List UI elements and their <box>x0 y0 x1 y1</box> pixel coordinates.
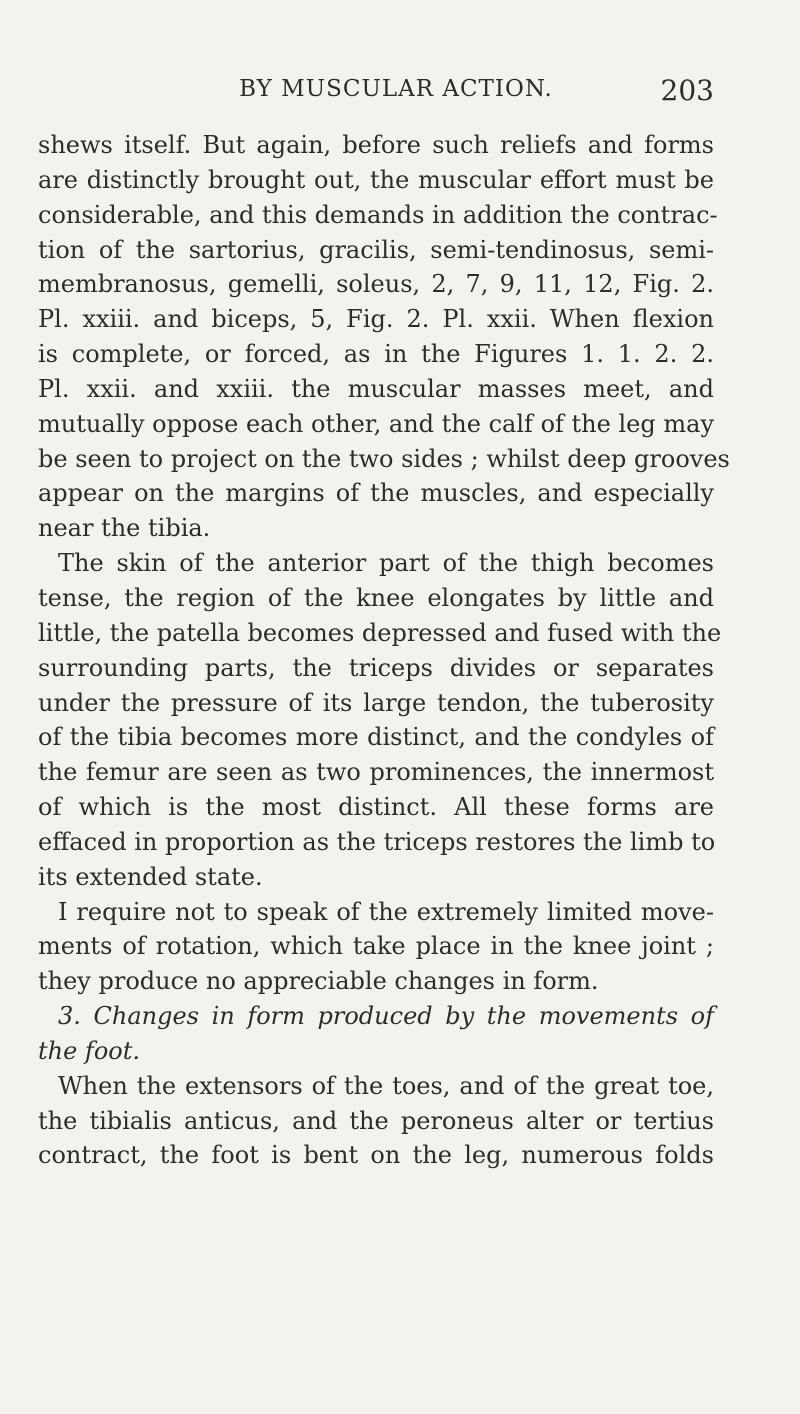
text-line: appear on the margins of the muscles, and especially <box>38 479 714 508</box>
text-line: are distinctly brought out, the muscular effort must be <box>38 165 714 194</box>
text-line: ments of rotation, which take place in the knee joint ; <box>38 932 714 961</box>
body-text <box>38 128 730 1173</box>
section-heading: the foot. <box>38 1036 140 1065</box>
text-line: mutually oppose each other, and the calf of the leg may <box>38 409 714 438</box>
running-head <box>38 76 714 112</box>
text-line: considerable, and this demands in addition the contrac- <box>38 200 718 229</box>
text-line: of which is the most distinct. All these forms are <box>38 793 714 822</box>
text-line: When the extensors of the toes, and of the great toe, <box>58 1071 714 1100</box>
text-line: surrounding parts, the triceps divides or separates <box>38 653 714 682</box>
text-line: its extended state. <box>38 862 263 891</box>
text-line: tense, the region of the knee elongates by little and <box>38 583 714 612</box>
page-number: 203 <box>660 74 714 107</box>
text-line: near the tibia. <box>38 514 211 543</box>
text-line: effaced in proportion as the triceps restores the limb to <box>38 827 716 856</box>
text-line: I require not to speak of the extremely limited move- <box>58 897 714 926</box>
text-line: Pl. xxii. and xxiii. the muscular masses meet, and <box>38 374 714 403</box>
text-line: little, the patella becomes depressed and fused with the <box>38 618 722 647</box>
text-line: of the tibia becomes more distinct, and the condyles of <box>38 723 714 752</box>
text-line: under the pressure of its large tendon, the tuberosity <box>38 688 714 717</box>
running-title: BY MUSCULAR ACTION. <box>239 76 553 102</box>
text-line: shews itself. But again, before such reliefs and forms <box>38 131 714 159</box>
text-line: the tibialis anticus, and the peroneus alter or tertius <box>38 1106 714 1135</box>
text-line: is complete, or forced, as in the Figures 1. 1. 2. 2. <box>38 340 714 369</box>
text-line: contract, the foot is bent on the leg, numerous folds <box>38 1141 714 1170</box>
text-line: they produce no appreciable changes in form. <box>38 967 599 996</box>
text-line: tion of the sartorius, gracilis, semi-tendinosus, semi- <box>38 235 714 264</box>
text-line: Pl. xxiii. and biceps, 5, Fig. 2. Pl. xxii. When flexion <box>38 305 714 334</box>
text-line: be seen to project on the two sides ; whilst deep grooves <box>38 444 730 473</box>
text-line: The skin of the anterior part of the thigh becomes <box>58 549 714 578</box>
text-line: the femur are seen as two prominences, the innermost <box>38 758 714 787</box>
section-heading: 3. Changes in form produced by the movements of <box>58 1002 714 1031</box>
text-line: membranosus, gemelli, soleus, 2, 7, 9, 11, 12, Fig. 2. <box>38 270 714 299</box>
